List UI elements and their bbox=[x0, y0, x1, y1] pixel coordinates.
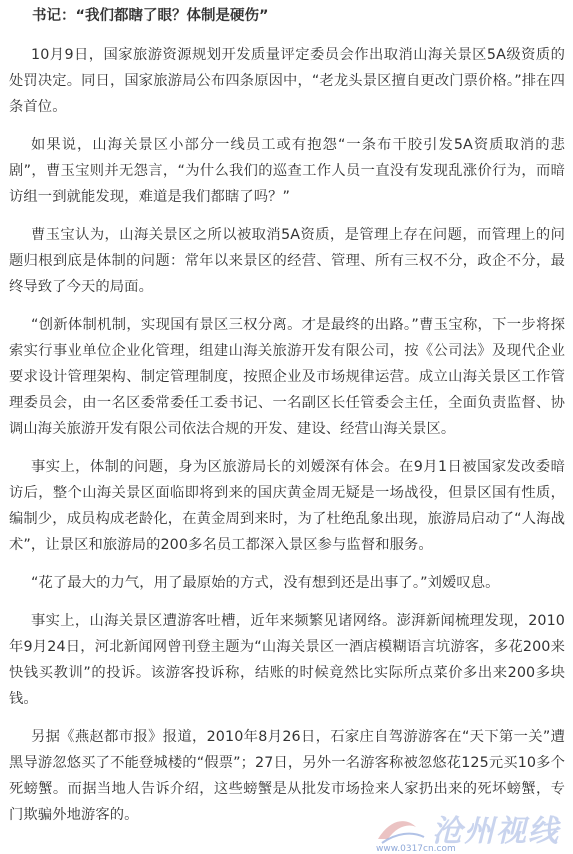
watermark-text: 沧州视线 bbox=[432, 814, 560, 849]
article-paragraph-2: 如果说，山海关景区小部分一线员工或有抱怨“一条布干胶引发5A资质取消的悲剧”，曹玉宝则并无怨言，“为什么我们的巡查工作人员一直没有发现乱涨价行为，而暗访组一到就能发现，难道是我们都瞎了吗？” bbox=[9, 137, 565, 205]
article-paragraph-5: 事实上，体制的问题，身为区旅游局长的刘嫒深有体会。在9月1日被国家发改委暗访后，整个山海关景区面临即将到来的国庆黄金周无疑是一场战役，但景区国有性质，编制少，成员构成老龄化，在黄金周到来时，为了杜绝乱象出现，旅游局启动了“人海战术”，让景区和旅游局的200多名员工都深入景区参与监督和服务。 bbox=[9, 459, 565, 553]
article-paragraph-8: 另据《燕赵都市报》报道，2010年8月26日，石家庄自驾游游客在“天下第一关”遭黑导游忽悠买了不能登城楼的“假票”；27日，另外一名游客称被忽悠花125元买10多个死螃蟹。而据当地人告诉介绍，这些螃蟹是从批发市场捡来人家扔出来的死坏螃蟹，专门欺骗外地游客的。 bbox=[9, 729, 565, 823]
article-paragraph-4: “创新体制机制，实现国有景区三权分离。才是最终的出路。”曹玉宝称，下一步将探索实行事业单位企业化管理，组建山海关旅游开发有限公司，按《公司法》及现代企业要求设计管理架构、制定管理制度，按照企业及市场规律运营。成立山海关景区工作管理委员会，由一名区委常委任工委书记、一名副区长任管委会主任，全面负责监督、协调山海关旅游开发有限公司依法合规的开发、建设、经营山海关景区。 bbox=[9, 317, 565, 437]
article-paragraph-1: 10月9日，国家旅游资源规划开发质量评定委员会作出取消山海关景区5A级资质的处罚决定。同日，国家旅游局公布四条原因中，“老龙头景区擅自更改门票价格。”排在四条首位。 bbox=[9, 47, 565, 115]
watermark-subtext: www.0317cn.com bbox=[376, 844, 456, 854]
article-headline: 书记：“我们都瞎了眼？体制是硬伤” bbox=[32, 8, 269, 24]
article-paragraph-7: 事实上，山海关景区遭游客吐槽，近年来频繁见诸网络。澎湃新闻梳理发现，2010年9月24日，河北新闻网曾刊登主题为“山海关景区一酒店模糊语言坑游客，多花200来快钱买教训”的投诉。该游客投诉称，结账的时候竟然比实际所点菜价多出来200多块钱。 bbox=[9, 613, 565, 707]
article-paragraph-3: 曹玉宝认为，山海关景区之所以被取消5A资质，是管理上存在问题，而管理上的问题归根到底是体制的问题：常年以来景区的经营、管理、所有三权不分，政企不分，最终导致了今天的局面。 bbox=[9, 227, 565, 295]
article-paragraph-6: “花了最大的力气，用了最原始的方式，没有想到还是出事了。”刘嫒叹息。 bbox=[31, 575, 500, 591]
